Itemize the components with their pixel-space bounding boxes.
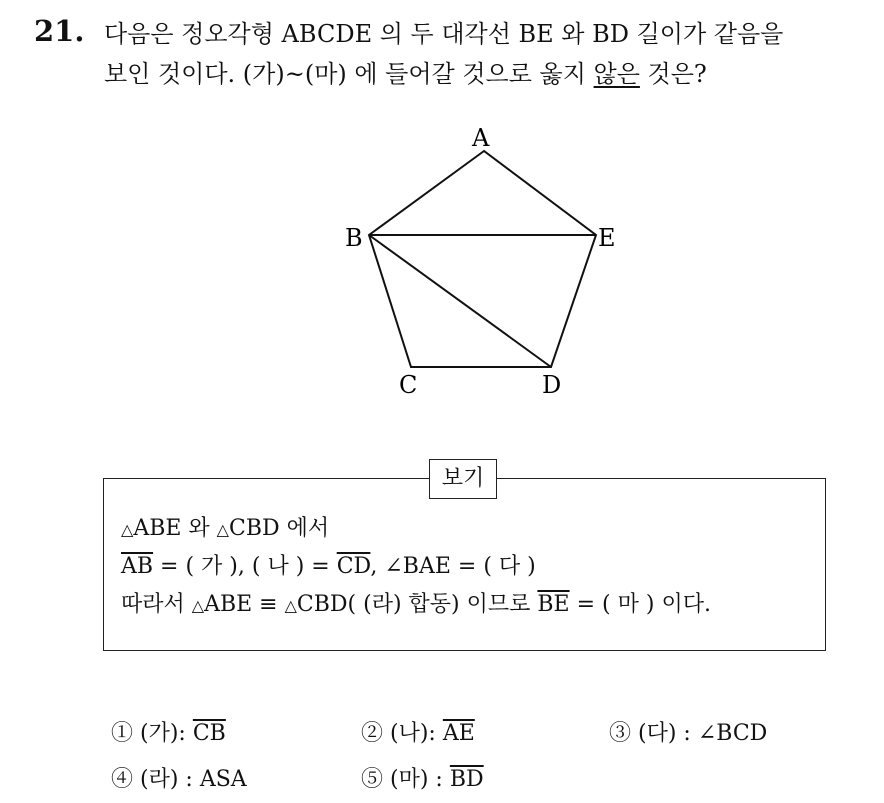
choice-4[interactable]: [111, 762, 247, 793]
triangle-symbol: [192, 592, 204, 617]
choice-5[interactable]: [361, 762, 484, 793]
choice-3[interactable]: [609, 716, 767, 747]
segment-ab: $\overline{AB}$: [121, 554, 154, 579]
vertex-label-d: D: [542, 371, 562, 399]
vertex-label-b: B: [345, 224, 363, 252]
choice-label: (마) :: [390, 767, 450, 792]
triangle-symbol: [217, 516, 229, 541]
triangle-symbol: [121, 516, 133, 541]
segment-cd: $\overline{CD}$: [336, 554, 371, 579]
bogi-line3-t1: 따라서: [121, 592, 192, 617]
choice-label: (나):: [390, 721, 443, 746]
question-number: 21.: [34, 14, 85, 48]
diagonal-bd: [369, 235, 551, 367]
question-text-prefix: 보인 것이다. (가)~(마) 에 들어갈 것으로 옳지: [104, 60, 594, 88]
bogi-line2-t1: = ( 가 ), ( 나 ) =: [153, 554, 337, 579]
choice-mark: ③: [609, 721, 632, 746]
choice-answer: ∠BCD: [697, 721, 768, 746]
segment-be: $\overline{BE}$: [537, 592, 570, 617]
choice-mark: ⑤: [361, 767, 384, 792]
choice-answer: $\overline{BD}$: [449, 767, 484, 792]
bogi-title: 보기: [429, 459, 497, 499]
choice-label: (라) :: [140, 767, 200, 792]
choice-mark: ②: [361, 721, 384, 746]
bogi-line1-a: ABE 와: [133, 516, 217, 541]
bogi-line3-t2: ABE ≡: [204, 592, 285, 617]
question-text-suffix: 것은?: [639, 60, 707, 88]
bogi-line3: [121, 587, 711, 618]
vertex-label-a: A: [472, 124, 490, 152]
underlined-word: 않은: [593, 60, 640, 88]
bogi-line3-t3: CBD( (라) 합동) 이므로: [296, 592, 538, 617]
choice-1[interactable]: [111, 716, 226, 747]
vertex-label-e: E: [598, 224, 616, 252]
choice-label: (가):: [140, 721, 193, 746]
choice-mark: ④: [111, 767, 134, 792]
bogi-line3-t4: = ( 마 ) 이다.: [569, 592, 711, 617]
choice-2[interactable]: [361, 716, 475, 747]
choice-label: (다) :: [638, 721, 698, 746]
bogi-line2: [121, 549, 536, 580]
choice-answer: $\overline{CB}$: [192, 721, 226, 746]
bogi-line1: [121, 511, 329, 542]
triangle-symbol: [285, 592, 297, 617]
bogi-line1-b: CBD 에서: [228, 516, 330, 541]
question-text-line1: 다음은 정오각형 ABCDE 의 두 대각선 BE 와 BD 길이가 같음을: [104, 20, 784, 48]
choice-mark: ①: [111, 721, 134, 746]
choice-answer: ASA: [199, 767, 247, 792]
choice-answer: $\overline{AE}$: [442, 721, 475, 746]
vertex-label-c: C: [399, 371, 418, 399]
bogi-line2-t2: , ∠BAE = ( 다 ): [370, 554, 536, 579]
